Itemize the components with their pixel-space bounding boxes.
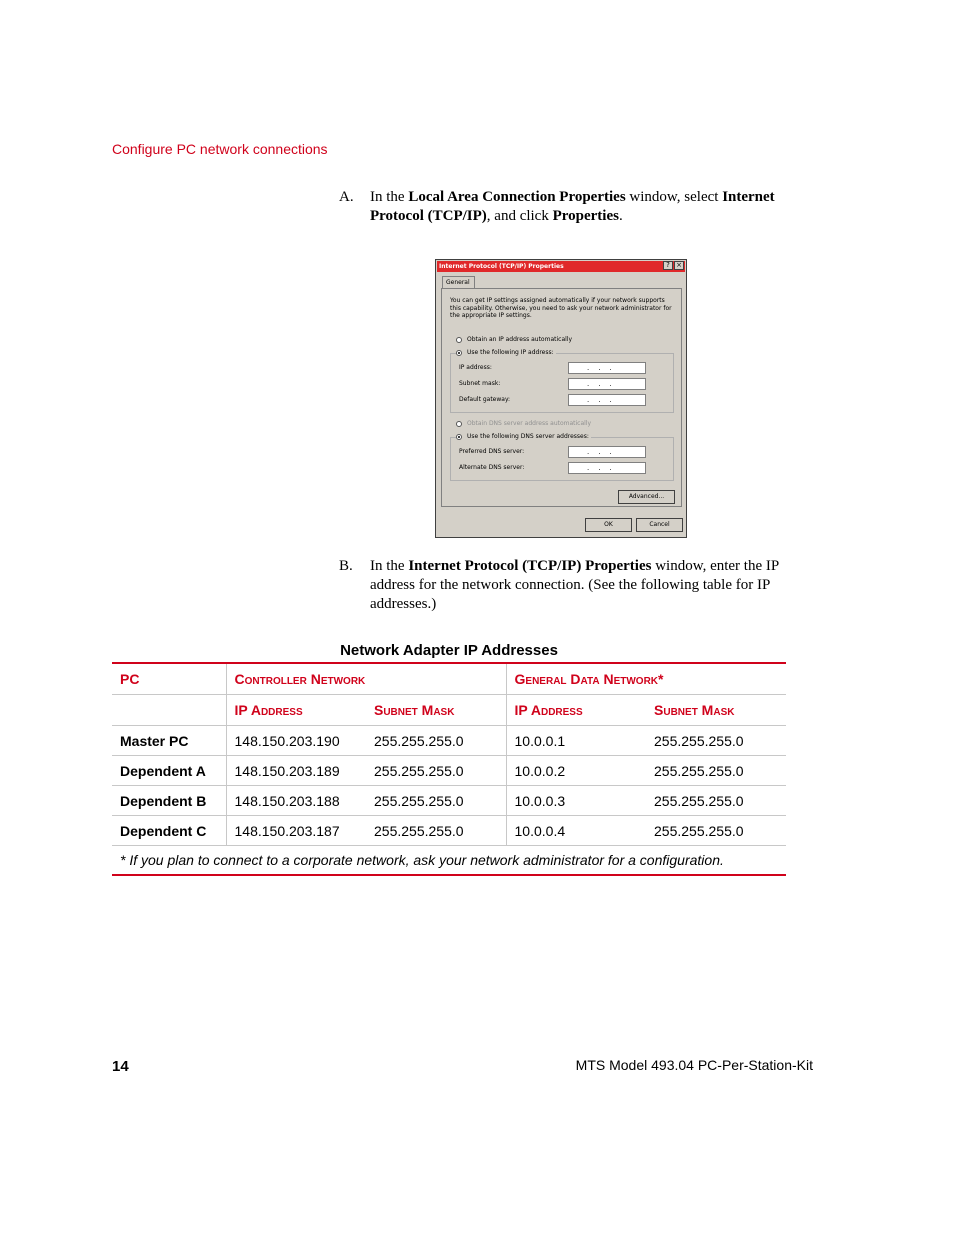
advanced-button[interactable]: Advanced... (618, 490, 675, 504)
default-gateway-input[interactable]: ... (568, 394, 646, 406)
step-marker: B. (339, 558, 353, 574)
radio-on-icon (456, 350, 462, 356)
table-row (112, 756, 786, 786)
general-ip-header: IP Address (506, 695, 646, 726)
dialog-title-bar (437, 261, 685, 272)
step-a (339, 188, 799, 226)
controller-ip-cell: 148.150.203.190 (226, 726, 366, 756)
table-footnote: * If you plan to connect to a corporate network, ask your network administrator for a configuration. (120, 852, 724, 868)
table-row (112, 786, 786, 816)
general-ip-cell: 10.0.0.4 (506, 816, 646, 846)
step-text: In the Local Area Connection Properties window, select Internet Protocol (TCP/IP), and click Properties. (370, 189, 775, 224)
general-ip-cell: 10.0.0.1 (506, 726, 646, 756)
controller-mask-cell: 255.255.255.0 (366, 756, 506, 786)
subnet-mask-label: Subnet mask: (459, 380, 501, 387)
controller-mask-cell: 255.255.255.0 (366, 816, 506, 846)
dialog-title: Internet Protocol (TCP/IP) Properties (439, 263, 564, 270)
general-ip-cell: 10.0.0.2 (506, 756, 646, 786)
ip-address-table (112, 662, 786, 876)
table-footnote-row (112, 846, 786, 876)
general-mask-cell: 255.255.255.0 (646, 786, 786, 816)
controller-ip-header: IP Address (226, 695, 366, 726)
alternate-dns-input[interactable]: ... (568, 462, 646, 474)
dialog-description: You can get IP settings assigned automatically if your network supports this capability. Otherwise, you need to ask your network administrator for the appropriate IP settings. (450, 297, 672, 319)
use-dns-radio[interactable]: Use the following DNS server addresses: (456, 433, 591, 440)
table-title: Network Adapter IP Addresses (340, 642, 558, 659)
general-mask-cell: 255.255.255.0 (646, 756, 786, 786)
table-row (112, 726, 786, 756)
footer-doc-title: MTS Model 493.04 PC-Per-Station-Kit (575, 1057, 813, 1073)
general-mask-cell: 255.255.255.0 (646, 816, 786, 846)
default-gateway-label: Default gateway: (459, 396, 511, 403)
tab-general[interactable]: General (442, 276, 475, 288)
obtain-ip-radio[interactable]: Obtain an IP address automatically (456, 336, 572, 343)
help-icon[interactable]: ? (663, 261, 673, 270)
preferred-dns-input[interactable]: ... (568, 446, 646, 458)
general-data-network-header: General Data Network* (506, 663, 786, 695)
step-text: In the Internet Protocol (TCP/IP) Properties window, enter the IP address for the network connection. (See the following table for IP addresses.) (370, 558, 779, 612)
controller-mask-cell: 255.255.255.0 (366, 786, 506, 816)
ip-address-label: IP address: (459, 364, 492, 371)
dns-group (450, 437, 674, 481)
preferred-dns-label: Preferred DNS server: (459, 448, 525, 455)
general-mask-cell: 255.255.255.0 (646, 726, 786, 756)
col-pc-header: PC (112, 663, 226, 695)
radio-off-icon (456, 421, 462, 427)
pc-name-cell: Master PC (112, 726, 226, 756)
pc-name-cell: Dependent B (112, 786, 226, 816)
step-marker: A. (339, 189, 354, 205)
table-subheader-row (112, 695, 786, 726)
empty-cell (112, 695, 226, 726)
general-ip-cell: 10.0.0.3 (506, 786, 646, 816)
controller-ip-cell: 148.150.203.188 (226, 786, 366, 816)
controller-ip-cell: 148.150.203.187 (226, 816, 366, 846)
running-head: Configure PC network connections (112, 141, 328, 157)
controller-ip-cell: 148.150.203.189 (226, 756, 366, 786)
radio-off-icon (456, 337, 462, 343)
radio-on-icon (456, 434, 462, 440)
tcpip-properties-dialog (435, 259, 687, 538)
controller-network-header: Controller Network (226, 663, 506, 695)
step-b (339, 557, 799, 614)
subnet-mask-input[interactable]: ... (568, 378, 646, 390)
use-ip-radio[interactable]: Use the following IP address: (456, 349, 556, 356)
table-row (112, 816, 786, 846)
controller-mask-cell: 255.255.255.0 (366, 726, 506, 756)
controller-mask-header: Subnet Mask (366, 695, 506, 726)
obtain-dns-radio[interactable]: Obtain DNS server address automatically (456, 420, 591, 427)
close-icon[interactable]: × (674, 261, 684, 270)
table-header-row (112, 663, 786, 695)
ok-button[interactable]: OK (585, 518, 632, 532)
cancel-button[interactable]: Cancel (636, 518, 683, 532)
page-number: 14 (112, 1058, 129, 1075)
pc-name-cell: Dependent A (112, 756, 226, 786)
ip-address-input[interactable]: ... (568, 362, 646, 374)
general-mask-header: Subnet Mask (646, 695, 786, 726)
alternate-dns-label: Alternate DNS server: (459, 464, 525, 471)
pc-name-cell: Dependent C (112, 816, 226, 846)
